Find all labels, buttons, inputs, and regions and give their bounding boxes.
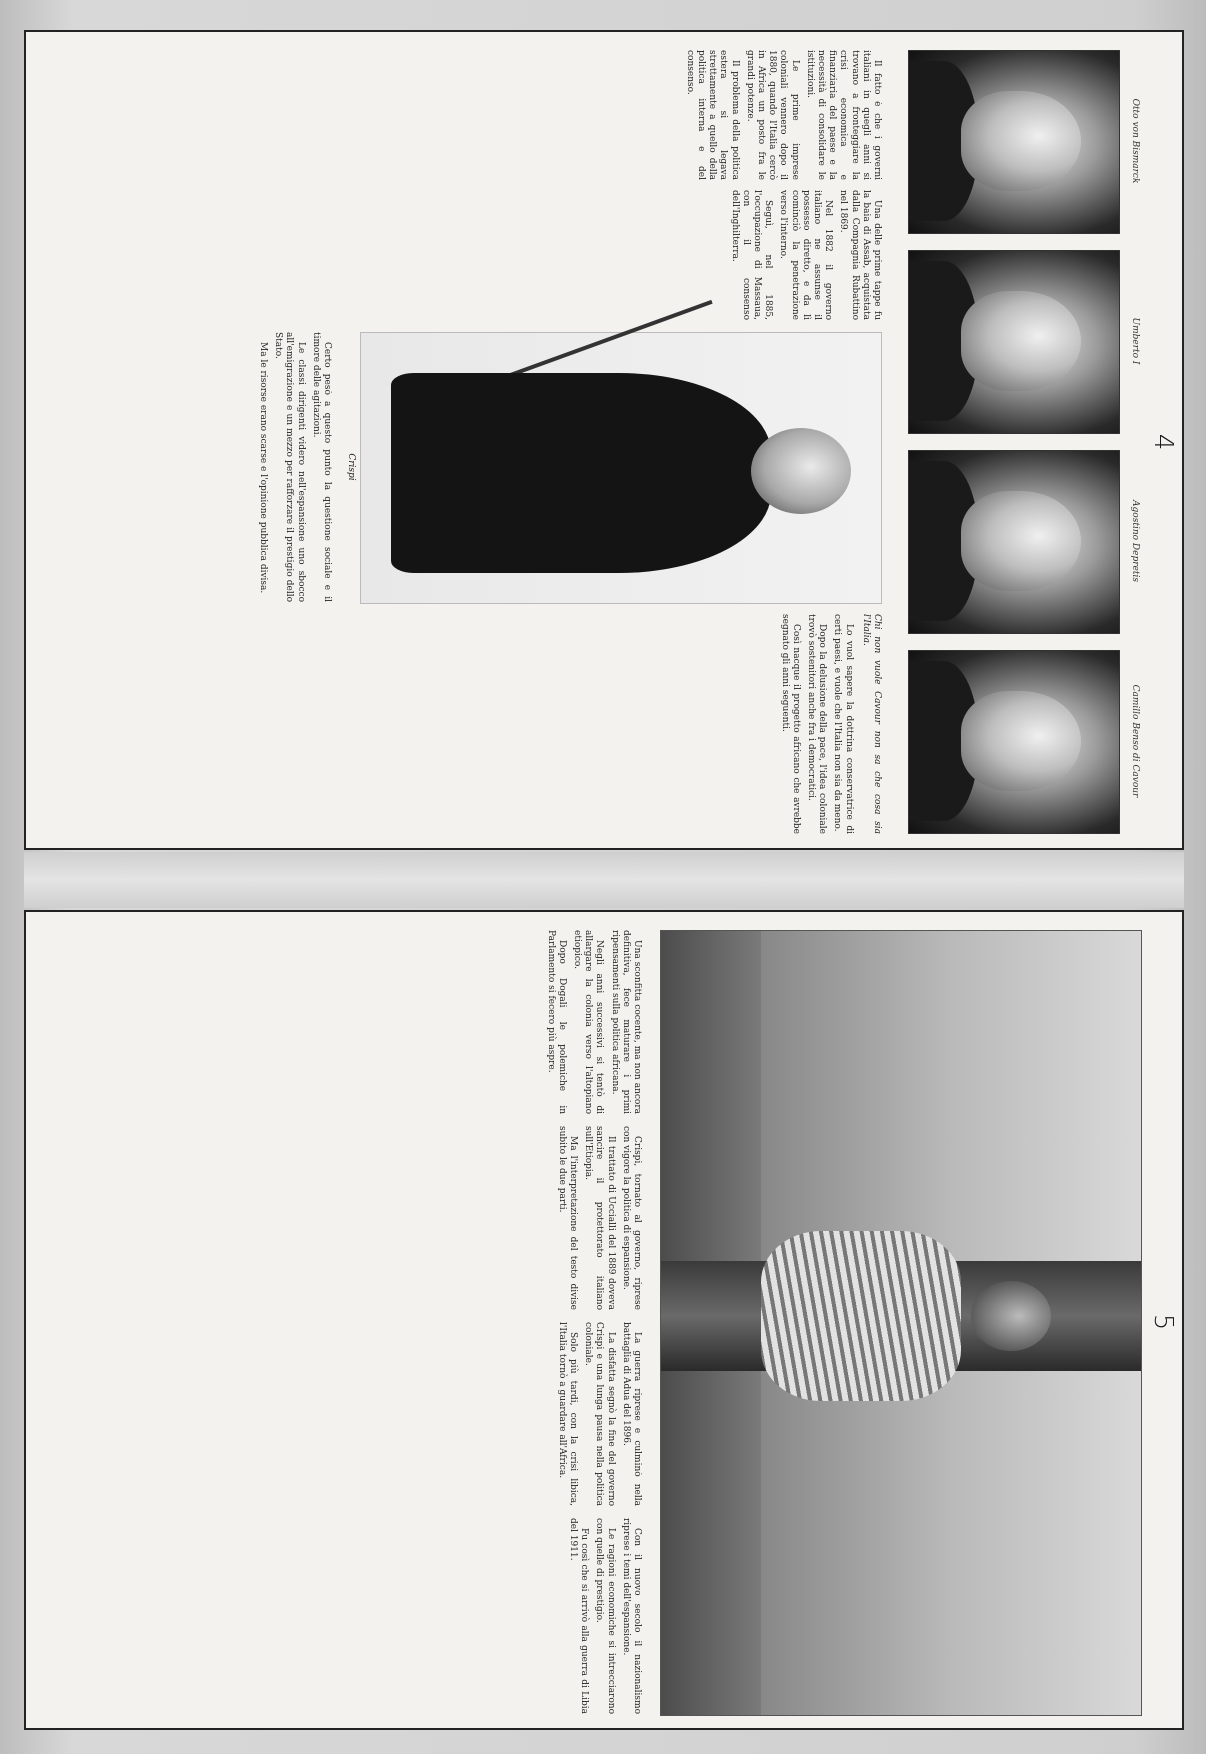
article-column-4: Chi non vuole Cavour non sa che cosa sia l'Italia. Lo vuol sapere la dottrina conservatrice di certi paesi, e vuole che l'Italia non sia da meno. Dopo la delusione della pace, l'idea coloniale trovò sostenitori anche fra i democratici. Così nacque il progetto africano che avrebbe segnato gli anni seguenti.: [779, 614, 882, 834]
page-5: [24, 910, 1184, 1730]
article-column-3: La guerra riprese e culminò nella battaglia di Adua del 1896. La disfatta segnò la fine del governo Crispi e una lunga pausa nella politica coloniale. Solo più tardi, con la crisi libica, l'Italia tornò a guardare all'Africa.: [556, 1322, 642, 1506]
page-number: 4: [1148, 433, 1178, 451]
pull-quote: Chi non vuole Cavour non sa che cosa sia l'Italia.: [860, 614, 882, 834]
article-column-2: Una delle prime tappe fu la baia di Assab, acquistata dalla Compagnia Rubattino nel 1869. Nel 1882 il governo italiano ne assunse il possesso diretto, e da lì cominciò la penetrazione verso l'interno. Seguì, nel 1885, l'occupazione di Massaua, con il consenso dell'Inghilterra.: [729, 190, 882, 320]
portrait-caption: Agostino Depretis: [1130, 500, 1140, 582]
page-gutter: [24, 852, 1184, 908]
photo-caption: Crispi: [346, 453, 356, 481]
magazine-spread: [24, 30, 1184, 1730]
portrait-caption: Camillo Benso di Cavour: [1130, 684, 1140, 798]
page-4: [24, 30, 1184, 850]
article-column-1: Il fatto è che i governi italiani in quegli anni si trovano a fronteggiare la crisi economica e finanziaria del paese e la necessità di consolidare le istituzioni. Le prime imprese coloniali vennero dopo il 1880, quando l'Italia cercò in Africa un posto fra le grandi potenze. Il problema della politica estera si legava strettamente a quello della politica interna e del consenso.: [684, 50, 882, 180]
article-column-2: Crispi, tornato al governo, riprese con vigore la politica di espansione. Il trattato di Uccialli del 1889 doveva sancire il protettorato italiano sull'Etiopia. Ma l'interpretazione del testo divise subito le due parti.: [556, 1126, 642, 1310]
article-column-3: Certo pesò a questo punto la questione sociale e il timore delle agitazioni. Le classi dirigenti videro nell'espansione uno sbocco all'emigrazione e un mezzo per rafforzare il prestigio dello Stato. Ma le risorse erano scarse e l'opinione pubblica divisa.: [257, 332, 332, 602]
portrait-depretis: [908, 450, 1120, 634]
article-column-4: Con il nuovo secolo il nazionalismo riprese i temi dell'espansione. Le ragioni economiche si intrecciarono con quelle di prestigio. Fu così che si arrivò alla guerra di Libia del 1911.: [567, 1518, 642, 1714]
portrait-caption: Umberto I: [1130, 317, 1140, 365]
portrait-cavour: [908, 650, 1120, 834]
bound-prisoner-photo: [660, 930, 1142, 1716]
portrait-umberto: [908, 250, 1120, 434]
article-column-1: Una sconfitta cocente, ma non ancora definitiva, fece maturare i primi ripensamenti sulla politica africana. Negli anni successivi si tentò di allargare la colonia verso l'altopiano etiopico. Dopo Dogali le polemiche in Parlamento si fecero più aspre.: [545, 930, 642, 1114]
portrait-caption: Otto von Bismarck: [1130, 98, 1140, 184]
page-number: 5: [1148, 1313, 1178, 1331]
crispi-photo: [360, 332, 882, 604]
portrait-bismarck: [908, 50, 1120, 234]
portrait-row: [902, 50, 1142, 834]
